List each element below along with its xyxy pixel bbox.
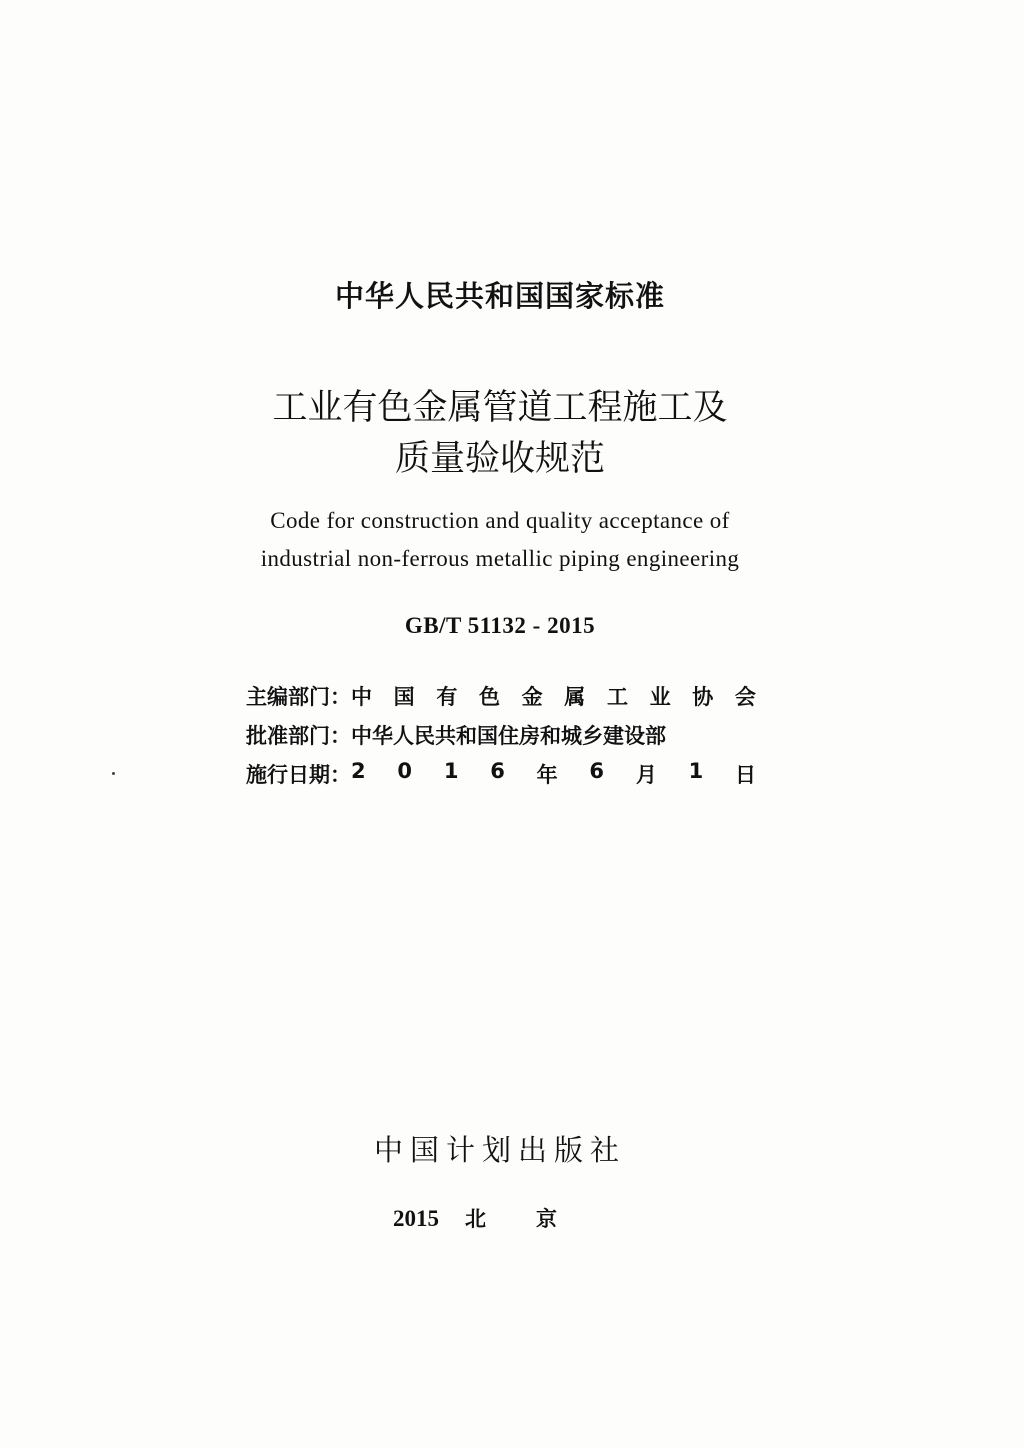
editor-char: 工 [606,684,628,709]
date-char: 1 [443,758,459,783]
date-char: 年 [536,762,558,787]
standard-number: GB/T 51132 - 2015 [404,613,596,638]
editor-label: 主编部门： [246,684,351,709]
editor-row [246,676,756,715]
approver-row [246,715,756,754]
editor-char: 中 [351,684,372,709]
editor-char: 国 [393,684,415,709]
title-chinese-line-1: 工业有色金属管道工程施工及 [272,388,728,428]
date-char: 1 [688,758,704,783]
effective-date-row [246,754,756,793]
editor-char: 属 [564,684,586,709]
date-char: 6 [589,758,605,783]
approver-value: 中华人民共和国住房和城乡建设部 [351,723,666,748]
publication-year: 2015 [393,1206,439,1231]
date-char: 0 [397,758,413,783]
editor-char: 金 [521,684,543,709]
approver-label: 批准部门： [246,723,351,748]
title-english-line-1: Code for construction and quality acceptance of [270,508,730,533]
date-char: 日 [735,762,756,787]
editor-char: 会 [734,684,756,709]
effective-date-label: 施行日期： [246,762,351,787]
national-standard-heading: 中华人民共和国国家标准 [334,279,665,313]
publisher-name: 中国计划出版社 [373,1133,626,1167]
effective-date-value [351,759,756,789]
editor-char: 协 [692,684,714,709]
date-char: 2 [351,758,366,783]
title-english-line-2: industrial non-ferrous metallic piping engineering [260,546,740,571]
publication-city: 北京 [465,1207,607,1231]
editor-char: 有 [436,684,458,709]
date-char: 6 [490,758,505,783]
title-chinese-line-2: 质量验收规范 [394,439,605,479]
info-block [246,676,756,793]
editor-char: 业 [649,684,671,709]
publication-place-year [0,1203,1000,1233]
date-char: 月 [635,762,657,787]
scan-speck [112,772,115,775]
editor-char: 色 [478,684,500,709]
editor-value [351,681,756,711]
